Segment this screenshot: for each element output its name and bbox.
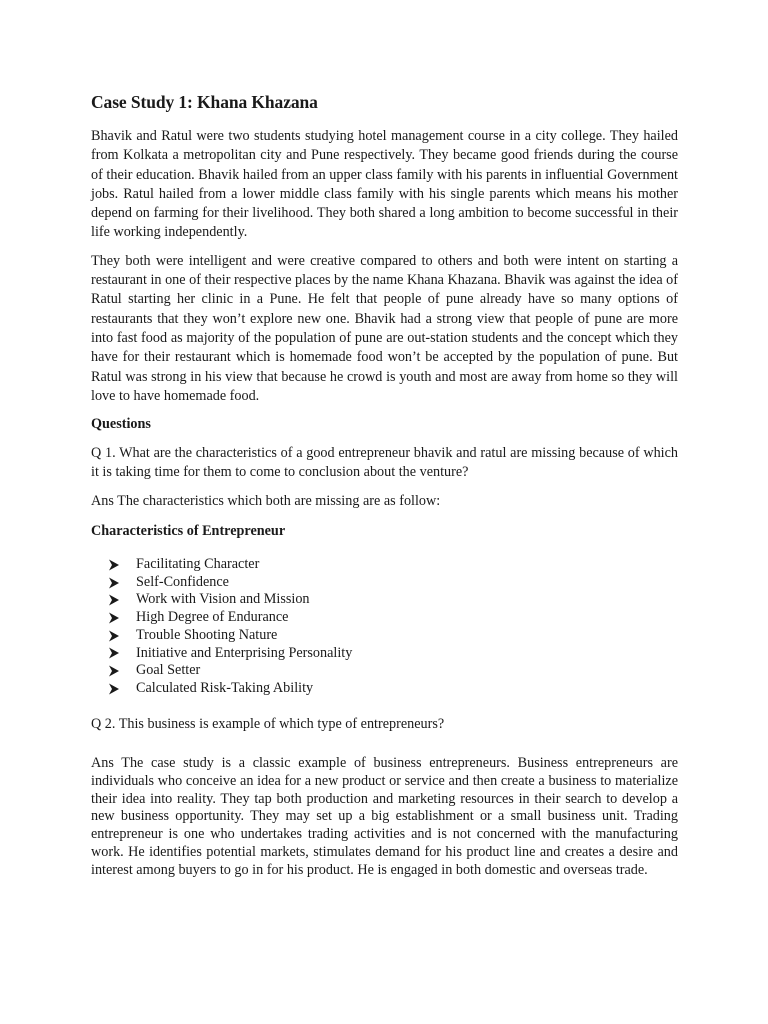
characteristics-list (108, 556, 678, 698)
list-item-text: Calculated Risk-Taking Ability (136, 679, 314, 696)
arrowhead-bullet-icon (108, 612, 120, 624)
list-item-text: Work with Vision and Mission (136, 591, 310, 608)
arrowhead-bullet-icon (108, 594, 120, 606)
list-item (108, 591, 678, 609)
list-item-text: Facilitating Character (136, 556, 260, 573)
arrowhead-bullet-icon (108, 683, 120, 695)
arrowhead-bullet-icon (108, 630, 120, 642)
list-item (108, 680, 678, 698)
question-2: Q 2. This business is example of which type of entrepreneurs? (91, 715, 445, 732)
arrowhead-bullet-icon (108, 577, 120, 589)
list-item-text: Self-Confidence (136, 573, 229, 590)
list-item (108, 609, 678, 627)
intro-paragraph: Bhavik and Ratul were two students studying hotel management course in a city college. They hailed from Kolkata a metropolitan city and Pune respectively. They became good friends during the course of their education. Bhavik hailed from an upper class family with his parents in influential Government jobs. Ratul hailed from a lower middle class family with his single parents which means his mother depend on farming for their livelihood. They both shared a long ambition to become successful in their life working independently. (91, 128, 678, 241)
list-item (108, 556, 678, 574)
list-item-text: Trouble Shooting Nature (136, 626, 278, 643)
list-item (108, 627, 678, 645)
case-study-title: Case Study 1: Khana Khazana (91, 92, 318, 112)
list-item-text: Goal Setter (136, 662, 201, 679)
arrowhead-bullet-icon (108, 559, 120, 571)
answer-2: Ans The case study is a classic example of business entrepreneurs. Business entrepreneurs are individuals who conceive an idea for a new product or service and then create a business to materialize their idea into reality. They tap both production and marketing resources in their search to develop a new business opportunity. They may set up a big establishment or a small business unit. Trading entrepreneur is one who undertakes trading activities and is not concerned with the manufacturing work. He identifies potential markets, stimulates demand for his product line and creates a desire and interest among buyers to go in for his product. He is engaged in both domestic and overseas trade. (91, 754, 678, 878)
questions-heading: Questions (91, 416, 151, 433)
question-1: Q 1. What are the characteristics of a good entrepreneur bhavik and ratul are missing because of which it is taking time for them to come to conclusion about the venture? (91, 445, 678, 481)
characteristics-heading: Characteristics of Entrepreneur (91, 523, 286, 540)
list-item (108, 662, 678, 680)
arrowhead-bullet-icon (108, 665, 120, 677)
list-item-text: High Degree of Endurance (136, 609, 289, 626)
list-item-text: Initiative and Enterprising Personality (136, 644, 353, 661)
document-page (91, 88, 678, 880)
arrowhead-bullet-icon (108, 647, 120, 659)
list-item (108, 574, 678, 592)
background-paragraph: They both were intelligent and were creative compared to others and both were intent on starting a restaurant in one of their respective places by the name Khana Khazana. Bhavik was against the idea of Ratul starting her clinic in a Pune. He felt that people of pune already have so many options of restaurants that they won’t explore new one. Bhavik had a strong view that people of pune are more into fast food as majority of the population of pune are out-station students and the concept which they have for their restaurant which is homemade food won’t be accepted by the population of pune. But Ratul was strong in his view that because he crowd is youth and most are away from home so they will love to have homemade food. (91, 252, 678, 404)
list-item (108, 645, 678, 663)
answer-1-intro: Ans The characteristics which both are missing are as follow: (91, 492, 441, 509)
